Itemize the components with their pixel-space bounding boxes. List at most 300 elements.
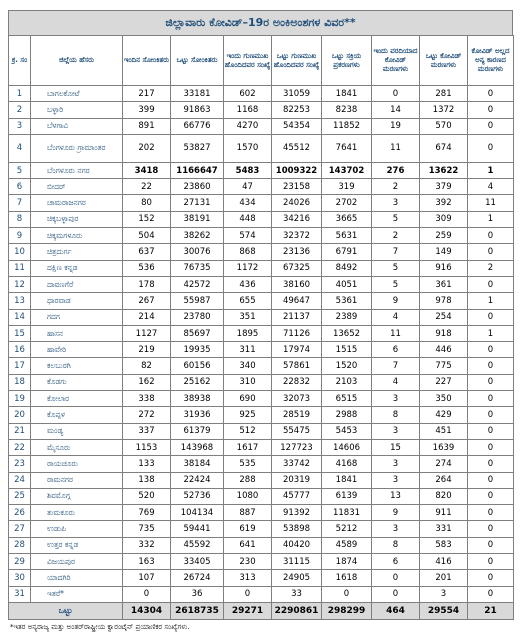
cell-active-cases: 319 xyxy=(322,179,372,195)
cell-serial: 12 xyxy=(9,276,31,292)
cell-serial: 27 xyxy=(9,521,31,537)
table-row xyxy=(9,439,514,455)
cell-serial: 6 xyxy=(9,179,31,195)
cell-total-recovered: 32372 xyxy=(272,228,322,244)
cell-other-deaths: 0 xyxy=(468,228,514,244)
cell-total-cases: 52736 xyxy=(171,488,224,504)
cell-total-deaths: 446 xyxy=(420,342,468,358)
cell-today-cases: 152 xyxy=(123,211,171,227)
header-total-recovered: ಒಟ್ಟು ಗುಣಮುಖ ಹೊಂದಿದವರ ಸಂಖ್ಯೆ xyxy=(272,36,322,86)
cell-total-recovered: 20319 xyxy=(272,472,322,488)
cell-total-deaths: 583 xyxy=(420,537,468,553)
cell-today-recovered: 340 xyxy=(224,358,272,374)
table-row xyxy=(9,342,514,358)
cell-active-cases: 6791 xyxy=(322,244,372,260)
cell-total-recovered: 28519 xyxy=(272,407,322,423)
cell-total-deaths: 3 xyxy=(420,586,468,602)
cell-active-cases: 2702 xyxy=(322,195,372,211)
cell-serial: 22 xyxy=(9,439,31,455)
cell-district-name: ಮೈಸೂರು xyxy=(31,439,123,455)
cell-today-deaths: 3 xyxy=(372,521,420,537)
cell-total-deaths: 570 xyxy=(420,118,468,134)
totals-other-deaths: 21 xyxy=(468,602,514,619)
cell-total-cases: 19935 xyxy=(171,342,224,358)
cell-today-deaths: 15 xyxy=(372,439,420,455)
cell-today-recovered: 5483 xyxy=(224,162,272,178)
cell-today-recovered: 535 xyxy=(224,456,272,472)
cell-other-deaths: 0 xyxy=(468,570,514,586)
cell-total-cases: 38191 xyxy=(171,211,224,227)
cell-district-name: ಉಡುಪಿ xyxy=(31,521,123,537)
cell-district-name: ಬೆಳಗಾವಿ xyxy=(31,118,123,134)
cell-total-deaths: 392 xyxy=(420,195,468,211)
table-row xyxy=(9,505,514,521)
cell-active-cases: 8492 xyxy=(322,260,372,276)
cell-other-deaths: 0 xyxy=(468,456,514,472)
cell-other-deaths: 0 xyxy=(468,439,514,455)
cell-serial: 7 xyxy=(9,195,31,211)
cell-total-recovered: 91392 xyxy=(272,505,322,521)
cell-total-cases: 85697 xyxy=(171,325,224,341)
cell-total-recovered: 23136 xyxy=(272,244,322,260)
cell-serial: 23 xyxy=(9,456,31,472)
cell-total-cases: 27131 xyxy=(171,195,224,211)
cell-today-cases: 769 xyxy=(123,505,171,521)
table-row xyxy=(9,102,514,118)
cell-serial: 9 xyxy=(9,228,31,244)
cell-total-deaths: 361 xyxy=(420,276,468,292)
cell-other-deaths: 1 xyxy=(468,325,514,341)
cell-total-recovered: 33 xyxy=(272,586,322,602)
cell-active-cases: 1841 xyxy=(322,86,372,102)
cell-today-recovered: 4270 xyxy=(224,118,272,134)
cell-total-cases: 23860 xyxy=(171,179,224,195)
cell-total-deaths: 451 xyxy=(420,423,468,439)
header-active-cases: ಒಟ್ಟು ಸಕ್ರಿಯ ಪ್ರಕರಣಗಳು xyxy=(322,36,372,86)
cell-total-recovered: 54354 xyxy=(272,118,322,134)
cell-serial: 11 xyxy=(9,260,31,276)
cell-active-cases: 2988 xyxy=(322,407,372,423)
cell-active-cases: 5453 xyxy=(322,423,372,439)
cell-today-cases: 138 xyxy=(123,472,171,488)
cell-today-deaths: 0 xyxy=(372,586,420,602)
cell-active-cases: 14606 xyxy=(322,439,372,455)
table-row xyxy=(9,456,514,472)
cell-total-cases: 76735 xyxy=(171,260,224,276)
report-container xyxy=(8,10,513,632)
cell-today-recovered: 313 xyxy=(224,570,272,586)
cell-other-deaths: 0 xyxy=(468,407,514,423)
totals-total-deaths: 29554 xyxy=(420,602,468,619)
cell-today-cases: 162 xyxy=(123,374,171,390)
cell-total-deaths: 309 xyxy=(420,211,468,227)
cell-total-cases: 53827 xyxy=(171,134,224,162)
cell-serial: 13 xyxy=(9,293,31,309)
cell-today-recovered: 1168 xyxy=(224,102,272,118)
cell-today-recovered: 641 xyxy=(224,537,272,553)
cell-serial: 24 xyxy=(9,472,31,488)
cell-other-deaths: 0 xyxy=(468,342,514,358)
cell-active-cases: 2103 xyxy=(322,374,372,390)
cell-total-deaths: 331 xyxy=(420,521,468,537)
cell-other-deaths: 0 xyxy=(468,586,514,602)
cell-active-cases: 5631 xyxy=(322,228,372,244)
cell-district-name: ಚಿಕ್ಕಬಳ್ಳಾಪುರ xyxy=(31,211,123,227)
cell-today-deaths: 8 xyxy=(372,407,420,423)
cell-district-name: ಚಿಕ್ಕಮಗಳೂರು xyxy=(31,228,123,244)
cell-active-cases: 4168 xyxy=(322,456,372,472)
cell-total-cases: 33181 xyxy=(171,86,224,102)
cell-district-name: ರಾಯಚೂರು xyxy=(31,456,123,472)
cell-today-cases: 891 xyxy=(123,118,171,134)
cell-serial: 30 xyxy=(9,570,31,586)
cell-today-recovered: 1172 xyxy=(224,260,272,276)
cell-today-cases: 82 xyxy=(123,358,171,374)
cell-total-deaths: 1639 xyxy=(420,439,468,455)
cell-total-deaths: 264 xyxy=(420,472,468,488)
header-today-cases: ಇಂದಿನ ಸೋಂಕಿತರು xyxy=(123,36,171,86)
cell-today-deaths: 19 xyxy=(372,118,420,134)
cell-total-cases: 143968 xyxy=(171,439,224,455)
table-row xyxy=(9,488,514,504)
cell-district-name: ಹಾಸನ xyxy=(31,325,123,341)
cell-district-name: ಯಾದಗಿರಿ xyxy=(31,570,123,586)
cell-total-recovered: 45777 xyxy=(272,488,322,504)
cell-total-recovered: 40420 xyxy=(272,537,322,553)
cell-total-cases: 31936 xyxy=(171,407,224,423)
cell-total-deaths: 350 xyxy=(420,391,468,407)
cell-today-deaths: 4 xyxy=(372,374,420,390)
cell-active-cases: 143702 xyxy=(322,162,372,178)
cell-total-cases: 61379 xyxy=(171,423,224,439)
cell-other-deaths: 1 xyxy=(468,293,514,309)
table-row xyxy=(9,244,514,260)
cell-total-recovered: 22832 xyxy=(272,374,322,390)
cell-total-deaths: 259 xyxy=(420,228,468,244)
cell-today-recovered: 436 xyxy=(224,276,272,292)
table-row xyxy=(9,211,514,227)
cell-today-recovered: 602 xyxy=(224,86,272,102)
cell-total-deaths: 674 xyxy=(420,134,468,162)
cell-serial: 2 xyxy=(9,102,31,118)
cell-serial: 16 xyxy=(9,342,31,358)
cell-active-cases: 1520 xyxy=(322,358,372,374)
cell-serial: 4 xyxy=(9,134,31,162)
cell-today-deaths: 7 xyxy=(372,358,420,374)
cell-today-recovered: 887 xyxy=(224,505,272,521)
cell-total-deaths: 254 xyxy=(420,309,468,325)
cell-today-cases: 22 xyxy=(123,179,171,195)
table-body xyxy=(9,86,514,603)
cell-other-deaths: 0 xyxy=(468,537,514,553)
cell-total-cases: 59441 xyxy=(171,521,224,537)
table-row xyxy=(9,134,514,162)
cell-today-recovered: 690 xyxy=(224,391,272,407)
cell-serial: 3 xyxy=(9,118,31,134)
cell-today-deaths: 5 xyxy=(372,276,420,292)
cell-other-deaths: 0 xyxy=(468,423,514,439)
cell-district-name: ವಿಜಯಪುರ xyxy=(31,554,123,570)
cell-total-deaths: 13622 xyxy=(420,162,468,178)
header-serial: ಕ್ರ. ಸಂ xyxy=(9,36,31,86)
cell-other-deaths: 4 xyxy=(468,179,514,195)
cell-today-cases: 1127 xyxy=(123,325,171,341)
table-row xyxy=(9,309,514,325)
cell-district-name: ಬಳ್ಳಾರಿ xyxy=(31,102,123,118)
table-row xyxy=(9,162,514,178)
cell-total-recovered: 31059 xyxy=(272,86,322,102)
cell-other-deaths: 0 xyxy=(468,521,514,537)
cell-district-name: ಚಾಮರಾಜನಗರ xyxy=(31,195,123,211)
table-row xyxy=(9,293,514,309)
cell-today-deaths: 13 xyxy=(372,488,420,504)
cell-total-deaths: 1372 xyxy=(420,102,468,118)
totals-total-cases: 2618735 xyxy=(171,602,224,619)
cell-today-deaths: 3 xyxy=(372,423,420,439)
cell-total-cases: 60156 xyxy=(171,358,224,374)
table-row xyxy=(9,586,514,602)
cell-other-deaths: 0 xyxy=(468,244,514,260)
cell-active-cases: 1841 xyxy=(322,472,372,488)
cell-other-deaths: 0 xyxy=(468,134,514,162)
cell-active-cases: 1515 xyxy=(322,342,372,358)
cell-today-deaths: 0 xyxy=(372,570,420,586)
cell-district-name: ದಾವಣಗೆರೆ xyxy=(31,276,123,292)
cell-today-cases: 504 xyxy=(123,228,171,244)
cell-active-cases: 2389 xyxy=(322,309,372,325)
cell-today-recovered: 310 xyxy=(224,374,272,390)
cell-total-cases: 1166647 xyxy=(171,162,224,178)
cell-today-deaths: 9 xyxy=(372,505,420,521)
table-row xyxy=(9,374,514,390)
cell-other-deaths: 0 xyxy=(468,488,514,504)
cell-today-cases: 1153 xyxy=(123,439,171,455)
cell-today-recovered: 47 xyxy=(224,179,272,195)
cell-total-cases: 91863 xyxy=(171,102,224,118)
cell-total-recovered: 71126 xyxy=(272,325,322,341)
cell-serial: 31 xyxy=(9,586,31,602)
table-header xyxy=(9,36,514,86)
cell-today-cases: 637 xyxy=(123,244,171,260)
cell-other-deaths: 2 xyxy=(468,260,514,276)
cell-total-recovered: 21137 xyxy=(272,309,322,325)
cell-serial: 25 xyxy=(9,488,31,504)
cell-today-cases: 520 xyxy=(123,488,171,504)
cell-district-name: ಬಾಗಲಕೋಟೆ xyxy=(31,86,123,102)
cell-serial: 21 xyxy=(9,423,31,439)
cell-district-name: ಬೀದರ್ xyxy=(31,179,123,195)
cell-today-cases: 735 xyxy=(123,521,171,537)
table-row xyxy=(9,86,514,102)
cell-district-name: ಕೊಡಗು xyxy=(31,374,123,390)
cell-total-recovered: 38160 xyxy=(272,276,322,292)
cell-today-deaths: 3 xyxy=(372,195,420,211)
cell-other-deaths: 0 xyxy=(468,505,514,521)
cell-total-cases: 45592 xyxy=(171,537,224,553)
cell-district-name: ಇತರೆ* xyxy=(31,586,123,602)
cell-district-name: ಕಲಬುರಗಿ xyxy=(31,358,123,374)
cell-total-deaths: 911 xyxy=(420,505,468,521)
cell-today-recovered: 868 xyxy=(224,244,272,260)
cell-district-name: ದಕ್ಷಿಣ ಕನ್ನಡ xyxy=(31,260,123,276)
cell-total-deaths: 775 xyxy=(420,358,468,374)
cell-district-name: ರಾಮನಗರ xyxy=(31,472,123,488)
cell-other-deaths: 0 xyxy=(468,391,514,407)
cell-other-deaths: 0 xyxy=(468,358,514,374)
cell-today-recovered: 288 xyxy=(224,472,272,488)
table-row xyxy=(9,179,514,195)
cell-total-deaths: 379 xyxy=(420,179,468,195)
cell-today-deaths: 14 xyxy=(372,102,420,118)
table-row xyxy=(9,260,514,276)
cell-active-cases: 3665 xyxy=(322,211,372,227)
cell-today-cases: 107 xyxy=(123,570,171,586)
cell-total-recovered: 33742 xyxy=(272,456,322,472)
cell-today-deaths: 11 xyxy=(372,325,420,341)
cell-total-cases: 55987 xyxy=(171,293,224,309)
cell-other-deaths: 0 xyxy=(468,309,514,325)
cell-total-deaths: 916 xyxy=(420,260,468,276)
cell-total-deaths: 416 xyxy=(420,554,468,570)
table-row xyxy=(9,228,514,244)
cell-other-deaths: 1 xyxy=(468,162,514,178)
cell-active-cases: 6139 xyxy=(322,488,372,504)
cell-district-name: ಬೆಂಗಳೂರು ಗ್ರಾಮಾಂತರ xyxy=(31,134,123,162)
table-row xyxy=(9,276,514,292)
cell-today-deaths: 2 xyxy=(372,179,420,195)
table-row xyxy=(9,358,514,374)
cell-district-name: ಕೋಲಾರ xyxy=(31,391,123,407)
cell-today-recovered: 0 xyxy=(224,586,272,602)
cell-today-recovered: 619 xyxy=(224,521,272,537)
cell-today-deaths: 5 xyxy=(372,211,420,227)
cell-active-cases: 1618 xyxy=(322,570,372,586)
cell-total-cases: 42572 xyxy=(171,276,224,292)
totals-today-cases: 14304 xyxy=(123,602,171,619)
cell-today-deaths: 9 xyxy=(372,293,420,309)
cell-active-cases: 7641 xyxy=(322,134,372,162)
cell-today-deaths: 3 xyxy=(372,456,420,472)
cell-today-recovered: 230 xyxy=(224,554,272,570)
cell-today-cases: 133 xyxy=(123,456,171,472)
cell-district-name: ಹಾವೇರಿ xyxy=(31,342,123,358)
cell-today-recovered: 925 xyxy=(224,407,272,423)
cell-other-deaths: 0 xyxy=(468,554,514,570)
cell-district-name: ಕೊಪ್ಪಳ xyxy=(31,407,123,423)
cell-total-recovered: 32073 xyxy=(272,391,322,407)
cell-today-cases: 202 xyxy=(123,134,171,162)
cell-today-recovered: 311 xyxy=(224,342,272,358)
header-district: ಜಿಲ್ಲೆಯ ಹೆಸರು xyxy=(31,36,123,86)
cell-total-deaths: 281 xyxy=(420,86,468,102)
cell-active-cases: 8238 xyxy=(322,102,372,118)
cell-district-name: ಮಂಡ್ಯ xyxy=(31,423,123,439)
table-row xyxy=(9,472,514,488)
cell-total-deaths: 918 xyxy=(420,325,468,341)
totals-total-recovered: 2290861 xyxy=(272,602,322,619)
cell-active-cases: 4589 xyxy=(322,537,372,553)
totals-today-deaths: 464 xyxy=(372,602,420,619)
header-total-deaths: ಒಟ್ಟು ಕೋವಿಡ್ ಮರಣಗಳು xyxy=(420,36,468,86)
cell-serial: 26 xyxy=(9,505,31,521)
cell-serial: 1 xyxy=(9,86,31,102)
cell-total-cases: 26724 xyxy=(171,570,224,586)
cell-total-cases: 38938 xyxy=(171,391,224,407)
table-row xyxy=(9,118,514,134)
cell-today-cases: 217 xyxy=(123,86,171,102)
cell-total-cases: 23780 xyxy=(171,309,224,325)
cell-total-recovered: 45512 xyxy=(272,134,322,162)
cell-district-name: ಶಿವಮೊಗ್ಗ xyxy=(31,488,123,504)
cell-today-cases: 178 xyxy=(123,276,171,292)
cell-today-deaths: 3 xyxy=(372,472,420,488)
cell-total-deaths: 978 xyxy=(420,293,468,309)
header-other-deaths: ಕೋವಿಡ್ ಅಲ್ಲದ ಅನ್ಯ ಕಾರಣದ ಮರಣಗಳು xyxy=(468,36,514,86)
cell-active-cases: 5212 xyxy=(322,521,372,537)
table-row xyxy=(9,195,514,211)
cell-today-deaths: 5 xyxy=(372,260,420,276)
cell-other-deaths: 0 xyxy=(468,86,514,102)
cell-serial: 15 xyxy=(9,325,31,341)
cell-total-recovered: 1009322 xyxy=(272,162,322,178)
table-row xyxy=(9,521,514,537)
cell-total-recovered: 24905 xyxy=(272,570,322,586)
cell-today-deaths: 8 xyxy=(372,537,420,553)
totals-label: ಒಟ್ಟು xyxy=(9,602,123,619)
table-row xyxy=(9,325,514,341)
cell-total-cases: 38184 xyxy=(171,456,224,472)
cell-total-recovered: 23158 xyxy=(272,179,322,195)
cell-today-cases: 80 xyxy=(123,195,171,211)
cell-total-cases: 30076 xyxy=(171,244,224,260)
cell-today-recovered: 512 xyxy=(224,423,272,439)
cell-total-recovered: 24026 xyxy=(272,195,322,211)
cell-total-cases: 38262 xyxy=(171,228,224,244)
table-row xyxy=(9,570,514,586)
totals-today-recovered: 29271 xyxy=(224,602,272,619)
cell-total-cases: 104134 xyxy=(171,505,224,521)
cell-today-cases: 536 xyxy=(123,260,171,276)
cell-total-recovered: 53898 xyxy=(272,521,322,537)
table-row xyxy=(9,407,514,423)
cell-serial: 10 xyxy=(9,244,31,260)
cell-other-deaths: 1 xyxy=(468,211,514,227)
cell-today-recovered: 448 xyxy=(224,211,272,227)
cell-other-deaths: 0 xyxy=(468,102,514,118)
cell-today-deaths: 0 xyxy=(372,86,420,102)
cell-active-cases: 13652 xyxy=(322,325,372,341)
header-total-cases: ಒಟ್ಟು ಸೋಂಕಿತರು xyxy=(171,36,224,86)
cell-today-deaths: 7 xyxy=(372,244,420,260)
cell-serial: 18 xyxy=(9,374,31,390)
cell-today-recovered: 1895 xyxy=(224,325,272,341)
cell-active-cases: 11831 xyxy=(322,505,372,521)
cell-other-deaths: 0 xyxy=(468,276,514,292)
cell-total-cases: 22424 xyxy=(171,472,224,488)
cell-today-recovered: 1570 xyxy=(224,134,272,162)
cell-today-deaths: 6 xyxy=(372,342,420,358)
cell-district-name: ಉತ್ತರ ಕನ್ನಡ xyxy=(31,537,123,553)
cell-active-cases: 6515 xyxy=(322,391,372,407)
cell-today-cases: 272 xyxy=(123,407,171,423)
cell-today-cases: 0 xyxy=(123,586,171,602)
cell-other-deaths: 0 xyxy=(468,472,514,488)
cell-total-deaths: 149 xyxy=(420,244,468,260)
cell-today-cases: 214 xyxy=(123,309,171,325)
cell-total-deaths: 227 xyxy=(420,374,468,390)
cell-serial: 8 xyxy=(9,211,31,227)
cell-today-cases: 399 xyxy=(123,102,171,118)
